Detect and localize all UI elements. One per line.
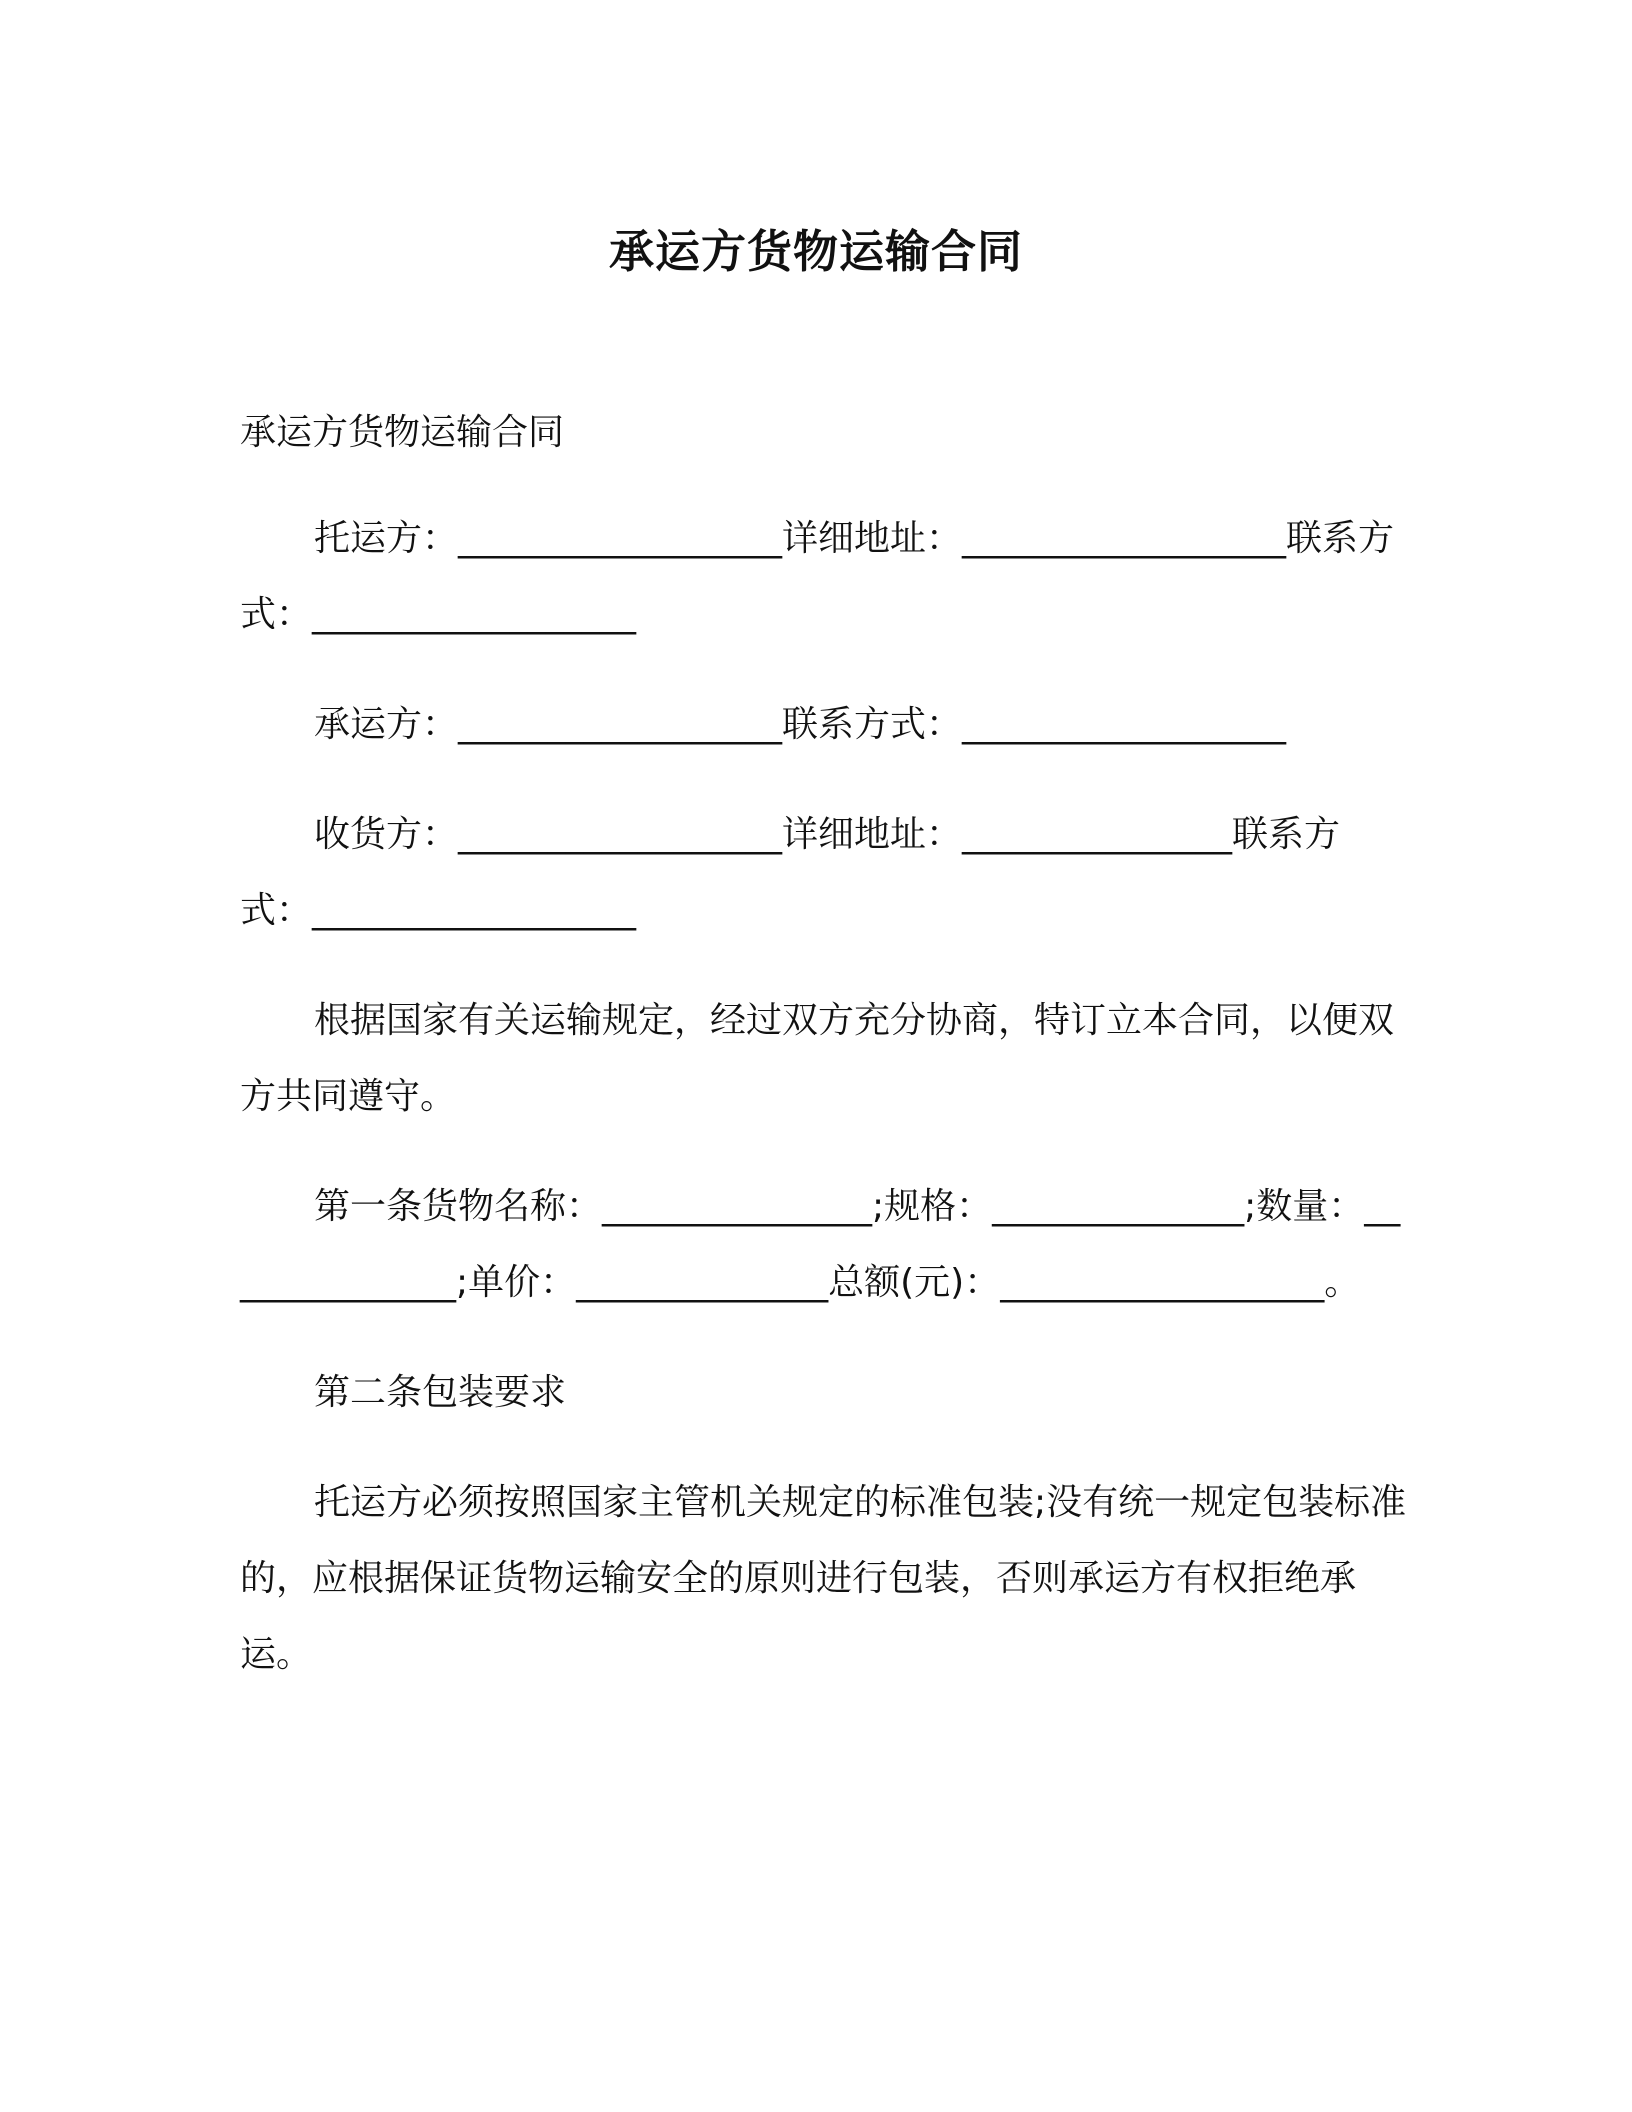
shipper-info-line: 托运方：__________________详细地址：__________________联系方式：__________________ bbox=[240, 518, 1395, 635]
document-body bbox=[240, 395, 1410, 1727]
contract-subtitle: 承运方货物运输合同 bbox=[240, 412, 565, 453]
preamble-paragraph: 根据国家有关运输规定，经过双方充分协商，特订立本合同，以便双方共同遵守。 bbox=[240, 1000, 1395, 1117]
document-title: 承运方货物运输合同 bbox=[608, 225, 1023, 278]
article-2-heading: 第二条包装要求 bbox=[314, 1372, 567, 1413]
article-1-goods: 第一条货物名称：_______________;规格：______________;数量：______________;单价：______________总额(元)：__________________。 bbox=[240, 1186, 1401, 1303]
carrier-info-line: 承运方：__________________联系方式：__________________ bbox=[314, 704, 1287, 745]
consignee-info-line: 收货方：__________________详细地址：_______________联系方式：__________________ bbox=[240, 814, 1341, 931]
article-2-text: 托运方必须按照国家主管机关规定的标准包装;没有统一规定包装标准的，应根据保证货物运输安全的原则进行包装，否则承运方有权拒绝承运。 bbox=[240, 1482, 1407, 1675]
